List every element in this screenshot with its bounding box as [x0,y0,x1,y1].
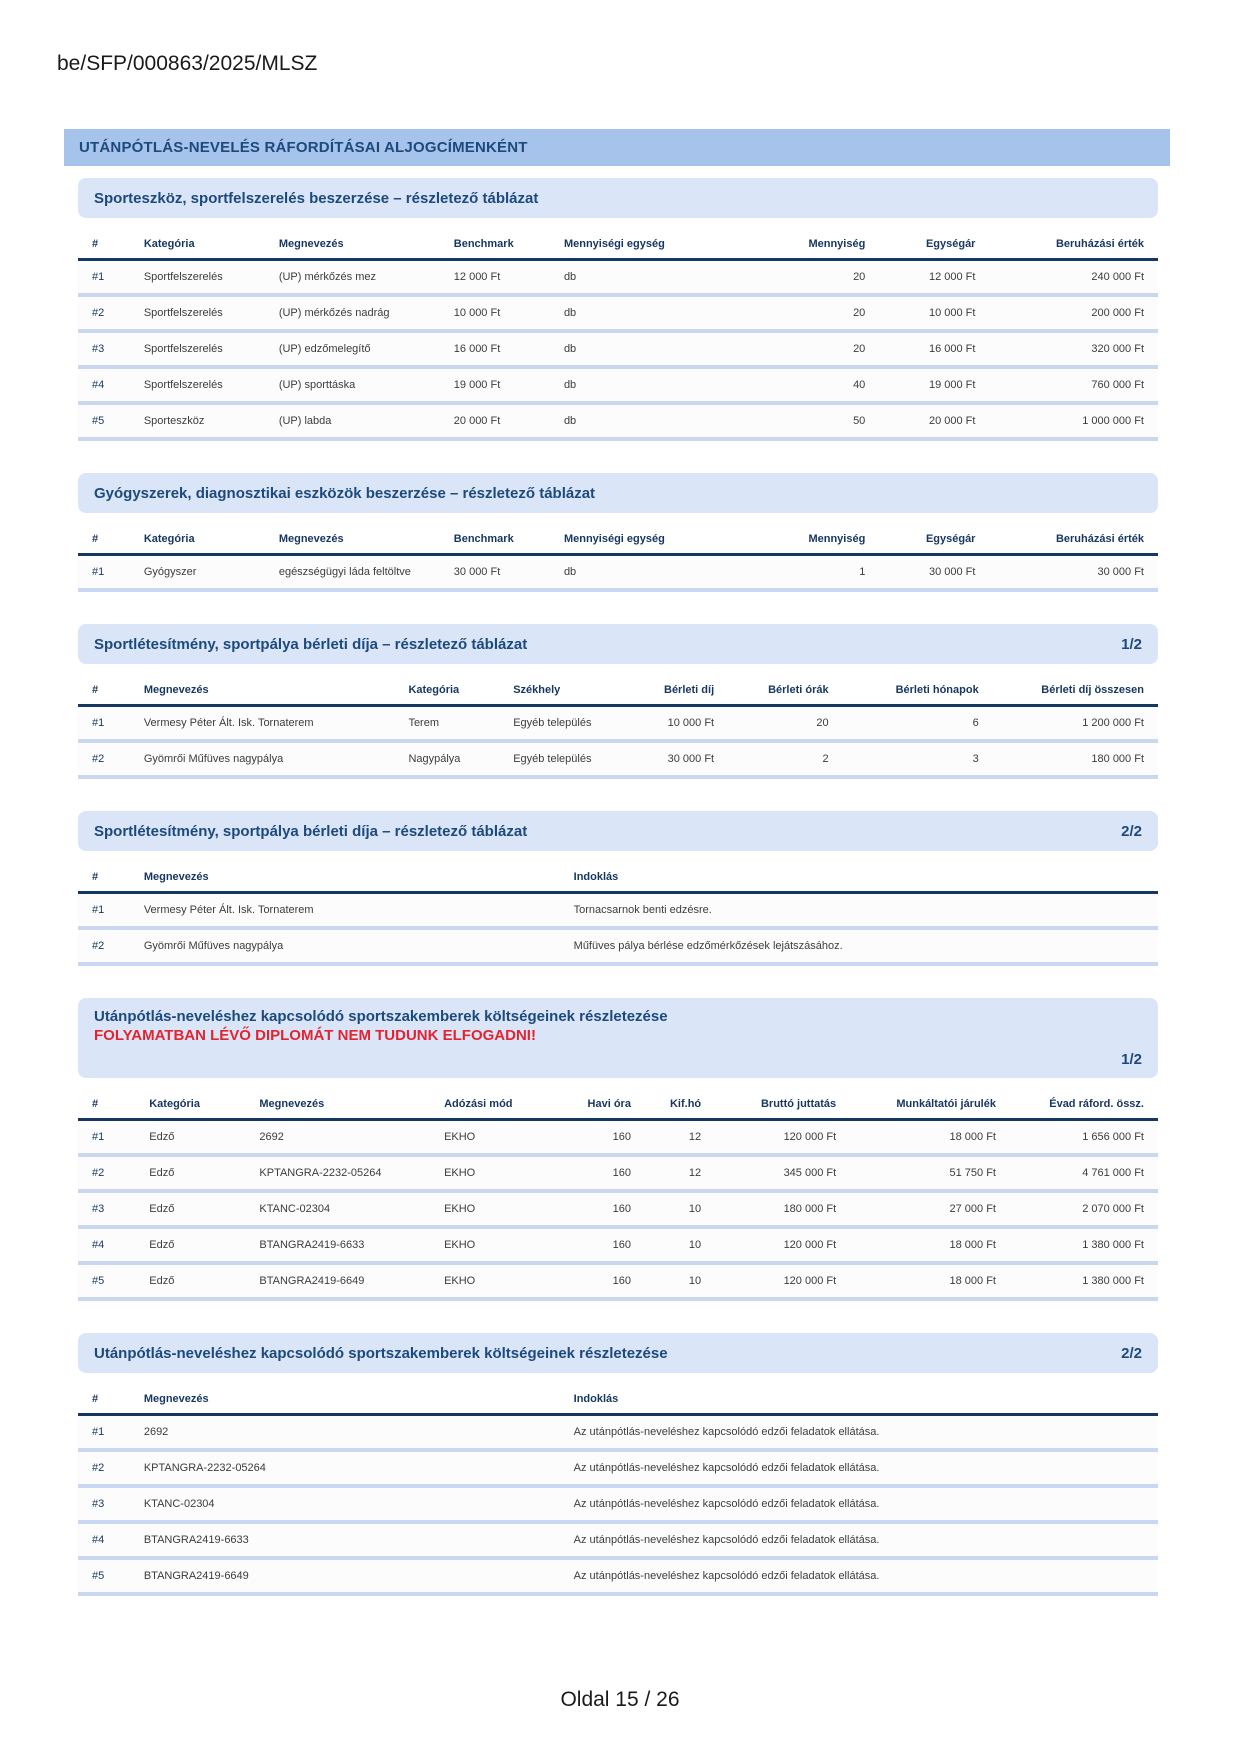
row-number: #3 [78,1191,135,1227]
table-cell: 10 [645,1191,715,1227]
table-row [78,295,1158,331]
table-cell: Vermesy Péter Ált. Isk. Tornaterem [130,893,560,929]
detail-table [78,1088,1158,1301]
table-cell: 20 [700,295,879,331]
detail-table [78,1383,1158,1596]
table-cell: Gyömrői Műfüves nagypálya [130,928,560,964]
table-cell: Az utánpótlás-neveléshez kapcsolódó edzői feladatok ellátása. [560,1450,1158,1486]
table-cell: 10 [645,1263,715,1299]
table-cell: 160 [560,1263,645,1299]
column-header: Mennyiségi egység [550,523,700,555]
column-header: # [78,861,130,893]
table-cell: KPTANGRA-2232-05264 [245,1155,430,1191]
column-header: Bérleti díj [614,674,728,706]
row-number: #4 [78,1522,130,1558]
table-cell: (UP) edzőmelegítő [265,331,440,367]
column-header: Beruházási érték [989,228,1158,260]
table-cell: 120 000 Ft [715,1120,850,1156]
section-gyogyszerek [78,473,1158,592]
table-row [78,1227,1158,1263]
table-cell: Sportfelszerelés [130,295,265,331]
table-row [78,331,1158,367]
table-cell: 180 000 Ft [715,1191,850,1227]
column-header: Munkáltatói járulék [850,1088,1010,1120]
section-title-bar [78,1333,1158,1373]
column-header: Kategória [130,228,265,260]
column-header: Megnevezés [265,228,440,260]
column-header: Benchmark [440,228,550,260]
table-cell: 1 656 000 Ft [1010,1120,1158,1156]
column-header: Kategória [135,1088,245,1120]
table-cell: Gyógyszer [130,555,265,591]
table-row [78,555,1158,591]
table-container [78,861,1158,966]
section-sportszakemberek-2 [78,1333,1158,1596]
table-container [78,228,1158,441]
row-number: #2 [78,295,130,331]
section-title: Sportlétesítmény, sportpálya bérleti díja – részletező táblázat [94,822,528,840]
table-cell: BTANGRA2419-6649 [245,1263,430,1299]
table-cell: 12 [645,1120,715,1156]
table-cell: EKHO [430,1227,560,1263]
table-cell: 12 [645,1155,715,1191]
table-cell: Tornacsarnok benti edzésre. [560,893,1158,929]
table-cell: egészségügyi láda feltöltve [265,555,440,591]
row-number: #1 [78,706,130,742]
table-cell: 20 [700,331,879,367]
column-header: Kif.hó [645,1088,715,1120]
table-cell: Nagypálya [394,741,499,777]
table-cell: 12 000 Ft [440,260,550,296]
detail-table [78,228,1158,441]
table-cell: KTANC-02304 [130,1486,560,1522]
table-cell: 10 [645,1227,715,1263]
column-header: # [78,523,130,555]
column-header: Egységár [879,228,989,260]
section-title-lines [94,1008,668,1044]
table-cell: Műfüves pálya bérlése edzőmérkőzések lejátszásához. [560,928,1158,964]
section-berleti-dij-1 [78,624,1158,779]
detail-table [78,523,1158,592]
column-header: Megnevezés [245,1088,430,1120]
table-cell: 120 000 Ft [715,1263,850,1299]
table-row [78,1120,1158,1156]
row-number: #3 [78,1486,130,1522]
table-cell: 10 000 Ft [440,295,550,331]
table-cell: 20 [700,260,879,296]
table-cell: (UP) mérkőzés mez [265,260,440,296]
row-number: #1 [78,1120,135,1156]
row-number: #4 [78,367,130,403]
section-warning-text: FOLYAMATBAN LÉVŐ DIPLOMÁT NEM TUDUNK ELFOGADNI! [94,1027,536,1044]
row-number: #5 [78,1558,130,1594]
table-cell: 50 [700,403,879,439]
table-cell: BTANGRA2419-6633 [245,1227,430,1263]
section-berleti-dij-2 [78,811,1158,966]
table-header-row [78,523,1158,555]
table-cell: 10 000 Ft [879,295,989,331]
table-cell: Edző [135,1263,245,1299]
table-row [78,1450,1158,1486]
row-number: #2 [78,1155,135,1191]
table-cell: 10 000 Ft [614,706,728,742]
table-cell: 2692 [245,1120,430,1156]
section-sportszakemberek-1 [78,998,1158,1301]
table-cell: 30 000 Ft [440,555,550,591]
column-header: Megnevezés [265,523,440,555]
table-row [78,1522,1158,1558]
table-cell: 30 000 Ft [989,555,1158,591]
column-header: Mennyiség [700,228,879,260]
table-cell: Edző [135,1155,245,1191]
table-header-row [78,1088,1158,1120]
row-number: #3 [78,331,130,367]
document-id: be/SFP/000863/2025/MLSZ [57,52,318,75]
section-page-marker: 2/2 [1121,822,1142,840]
table-cell: 2 [728,741,842,777]
table-row [78,1263,1158,1299]
column-header: Havi óra [560,1088,645,1120]
table-cell: Egyéb település [499,741,613,777]
table-cell: Edző [135,1120,245,1156]
table-cell: 1 200 000 Ft [993,706,1158,742]
table-cell: 160 [560,1227,645,1263]
section-title-bar [78,624,1158,664]
row-number: #5 [78,403,130,439]
table-row [78,893,1158,929]
column-header: Bérleti órák [728,674,842,706]
table-cell: 30 000 Ft [614,741,728,777]
table-header-row [78,1383,1158,1415]
table-container [78,1088,1158,1301]
section-title-bar [78,178,1158,218]
table-cell: KTANC-02304 [245,1191,430,1227]
table-row [78,403,1158,439]
table-cell: 20 000 Ft [879,403,989,439]
table-cell: (UP) sporttáska [265,367,440,403]
table-cell: EKHO [430,1191,560,1227]
column-header: Bérleti díj összesen [993,674,1158,706]
table-cell: 1 [700,555,879,591]
main-section-banner [64,129,1170,166]
table-cell: 760 000 Ft [989,367,1158,403]
column-header: # [78,1383,130,1415]
row-number: #1 [78,555,130,591]
column-header: Indoklás [560,861,1158,893]
page-number: Oldal 15 / 26 [560,1688,680,1711]
section-title: Sporteszköz, sportfelszerelés beszerzése – részletező táblázat [94,189,539,207]
section-page-marker: 1/2 [1121,635,1142,653]
page-content [78,178,1158,1628]
table-cell: db [550,367,700,403]
table-cell: Sportfelszerelés [130,367,265,403]
table-row [78,367,1158,403]
table-cell: EKHO [430,1155,560,1191]
table-cell: EKHO [430,1263,560,1299]
table-cell: 160 [560,1120,645,1156]
row-number: #2 [78,928,130,964]
table-cell: db [550,260,700,296]
table-row [78,1486,1158,1522]
table-cell: 345 000 Ft [715,1155,850,1191]
column-header: Kategória [130,523,265,555]
table-cell: 16 000 Ft [440,331,550,367]
section-title-bar [78,473,1158,513]
table-row [78,260,1158,296]
table-cell: Sportfelszerelés [130,331,265,367]
column-header: Mennyiség [700,523,879,555]
table-container [78,674,1158,779]
table-container [78,523,1158,592]
row-number: #5 [78,1263,135,1299]
table-cell: 4 761 000 Ft [1010,1155,1158,1191]
detail-table [78,674,1158,779]
table-cell: 320 000 Ft [989,331,1158,367]
section-title: Utánpótlás-neveléshez kapcsolódó sportszakemberek költségeinek részletezése [94,1344,668,1362]
table-cell: Vermesy Péter Ált. Isk. Tornaterem [130,706,395,742]
table-row [78,928,1158,964]
column-header: # [78,228,130,260]
table-cell: Gyömrői Műfüves nagypálya [130,741,395,777]
table-cell: (UP) labda [265,403,440,439]
column-header: Kategória [394,674,499,706]
table-cell: 200 000 Ft [989,295,1158,331]
row-number: #2 [78,1450,130,1486]
row-number: #4 [78,1227,135,1263]
table-cell: EKHO [430,1120,560,1156]
section-title: Gyógyszerek, diagnosztikai eszközök beszerzése – részletező táblázat [94,484,596,502]
row-number: #1 [78,1415,130,1451]
table-cell: 2 070 000 Ft [1010,1191,1158,1227]
column-header: Megnevezés [130,861,560,893]
table-row [78,1558,1158,1594]
section-sporteszkoz [78,178,1158,441]
table-cell: BTANGRA2419-6649 [130,1558,560,1594]
table-cell: Az utánpótlás-neveléshez kapcsolódó edzői feladatok ellátása. [560,1415,1158,1451]
table-cell: 160 [560,1191,645,1227]
column-header: Székhely [499,674,613,706]
table-cell: 18 000 Ft [850,1120,1010,1156]
column-header: Megnevezés [130,674,395,706]
table-cell: 120 000 Ft [715,1227,850,1263]
table-cell: 12 000 Ft [879,260,989,296]
section-title: Sportlétesítmény, sportpálya bérleti díja – részletező táblázat [94,635,528,653]
table-cell: (UP) mérkőzés nadrág [265,295,440,331]
table-cell: 6 [843,706,993,742]
table-row [78,1191,1158,1227]
row-number: #1 [78,260,130,296]
column-header: Megnevezés [130,1383,560,1415]
table-cell: 160 [560,1155,645,1191]
table-cell: 1 380 000 Ft [1010,1263,1158,1299]
table-cell: 1 000 000 Ft [989,403,1158,439]
row-number: #1 [78,893,130,929]
column-header: Bruttó juttatás [715,1088,850,1120]
table-cell: db [550,331,700,367]
table-cell: 3 [843,741,993,777]
table-cell: 40 [700,367,879,403]
table-cell: 19 000 Ft [879,367,989,403]
table-cell: Az utánpótlás-neveléshez kapcsolódó edzői feladatok ellátása. [560,1558,1158,1594]
table-cell: Az utánpótlás-neveléshez kapcsolódó edzői feladatok ellátása. [560,1486,1158,1522]
table-cell: Sportfelszerelés [130,260,265,296]
section-title-bar [78,998,1158,1078]
column-header: Évad ráford. össz. [1010,1088,1158,1120]
section-title: Utánpótlás-neveléshez kapcsolódó sportszakemberek költségeinek részletezése [94,1008,668,1025]
table-cell: 1 380 000 Ft [1010,1227,1158,1263]
column-header: Egységár [879,523,989,555]
table-cell: db [550,295,700,331]
column-header: # [78,1088,135,1120]
table-cell: Sporteszköz [130,403,265,439]
table-cell: db [550,555,700,591]
section-title-bar [78,811,1158,851]
column-header: Mennyiségi egység [550,228,700,260]
table-cell: 30 000 Ft [879,555,989,591]
column-header: # [78,674,130,706]
table-cell: 180 000 Ft [993,741,1158,777]
detail-table [78,861,1158,966]
table-cell: 20 [728,706,842,742]
table-row [78,741,1158,777]
table-cell: 27 000 Ft [850,1191,1010,1227]
table-row [78,706,1158,742]
table-row [78,1415,1158,1451]
table-cell: KPTANGRA-2232-05264 [130,1450,560,1486]
column-header: Indoklás [560,1383,1158,1415]
main-section-banner-title: UTÁNPÓTLÁS-NEVELÉS RÁFORDÍTÁSAI ALJOGCÍMENKÉNT [79,139,528,156]
table-cell: BTANGRA2419-6633 [130,1522,560,1558]
table-cell: 16 000 Ft [879,331,989,367]
column-header: Beruházási érték [989,523,1158,555]
table-header-row [78,228,1158,260]
column-header: Adózási mód [430,1088,560,1120]
table-cell: 18 000 Ft [850,1263,1010,1299]
table-row [78,1155,1158,1191]
table-container [78,1383,1158,1596]
table-header-row [78,674,1158,706]
table-cell: Egyéb település [499,706,613,742]
column-header: Benchmark [440,523,550,555]
table-cell: Az utánpótlás-neveléshez kapcsolódó edzői feladatok ellátása. [560,1522,1158,1558]
table-cell: Terem [394,706,499,742]
row-number: #2 [78,741,130,777]
column-header: Bérleti hónapok [843,674,993,706]
table-cell: Edző [135,1191,245,1227]
table-cell: 2692 [130,1415,560,1451]
table-cell: 18 000 Ft [850,1227,1010,1263]
table-cell: 20 000 Ft [440,403,550,439]
table-cell: 19 000 Ft [440,367,550,403]
table-cell: Edző [135,1227,245,1263]
table-cell: db [550,403,700,439]
table-cell: 240 000 Ft [989,260,1158,296]
section-page-marker: 2/2 [1121,1344,1142,1362]
table-cell: 51 750 Ft [850,1155,1010,1191]
table-header-row [78,861,1158,893]
section-page-marker: 1/2 [1121,1051,1142,1068]
